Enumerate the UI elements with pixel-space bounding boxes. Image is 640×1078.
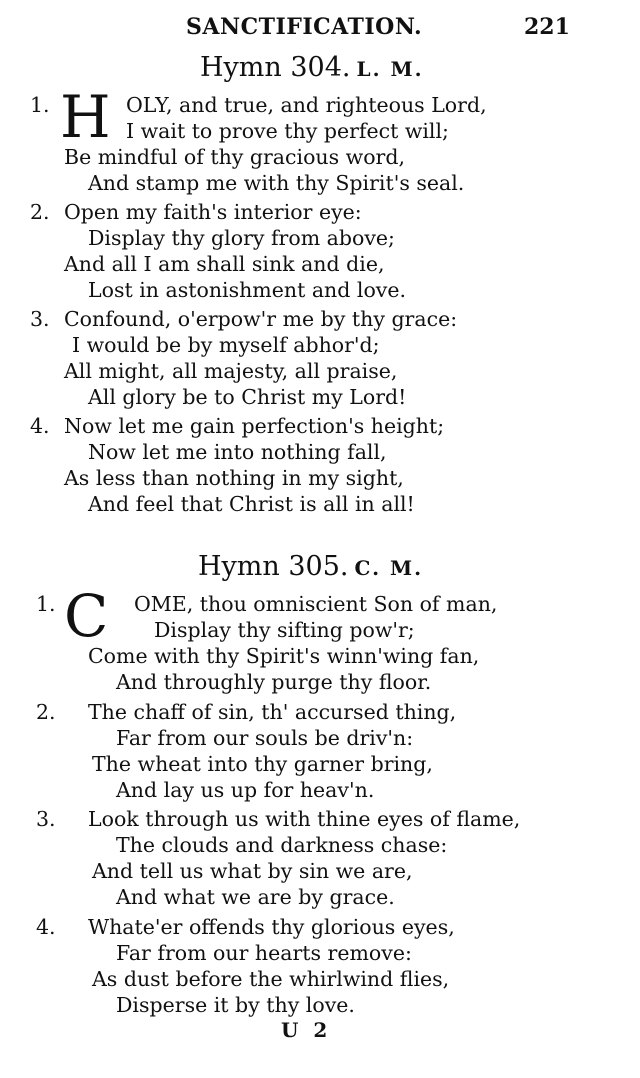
stanza-line <box>30 940 590 966</box>
hymn-305-stanza-1 <box>30 582 590 695</box>
stanza-line <box>30 699 590 725</box>
stanza-number: 1. <box>30 93 50 117</box>
stanza-line <box>30 858 590 884</box>
stanza-line <box>30 914 590 940</box>
line-text: And all I am shall sink and die, <box>64 252 385 276</box>
hymn-304-title: Hymn 304. <box>200 52 351 83</box>
stanza-line <box>30 118 590 144</box>
stanza-line <box>30 199 590 225</box>
stanza-line <box>30 277 590 303</box>
stanza-number: 1. <box>36 592 56 616</box>
line-text: Open my faith's interior eye: <box>64 200 362 224</box>
stanza-number: 4. <box>36 915 56 939</box>
stanza-line <box>30 806 590 832</box>
hymn-304-stanza-1 <box>30 83 590 196</box>
line-text: OLY, and true, and righteous Lord, <box>126 93 487 117</box>
stanza-line <box>30 777 590 803</box>
signature-mark: U 2 <box>281 1018 332 1042</box>
stanza-line <box>30 491 590 517</box>
line-text: And stamp me with thy Spirit's seal. <box>88 171 465 195</box>
stanza-line <box>30 832 590 858</box>
drop-cap: C <box>64 582 109 650</box>
line-text: OME, thou omniscient Son of man, <box>134 592 498 616</box>
line-text: Come with thy Spirit's winn'wing fan, <box>88 644 480 668</box>
line-text: Far from our hearts remove: <box>116 941 412 965</box>
stanza-line <box>30 669 590 695</box>
line-text: Display thy sifting pow'r; <box>154 618 415 642</box>
running-title: SANCTIFICATION. <box>186 14 423 40</box>
stanza-line <box>30 384 590 410</box>
hymn-304-stanza-3 <box>30 306 590 410</box>
line-text: Now let me gain perfection's height; <box>64 414 445 438</box>
line-text: Lost in astonishment and love. <box>88 278 407 302</box>
line-text: Whate'er offends thy glorious eyes, <box>88 915 455 939</box>
hymn-305-meter: C. M. <box>354 556 424 580</box>
line-text: And what we are by grace. <box>116 885 395 909</box>
stanza-line <box>30 992 590 1018</box>
hymn-305-stanza-2 <box>30 699 590 803</box>
line-text: Display thy glory from above; <box>88 226 395 250</box>
hymn-304-stanza-4 <box>30 413 590 517</box>
stanza-line <box>30 358 590 384</box>
stanza-line <box>30 643 590 669</box>
stanza-line <box>30 170 590 196</box>
stanza-line <box>30 251 590 277</box>
line-text: As dust before the whirlwind flies, <box>92 967 450 991</box>
hymn-304-stanza-2 <box>30 199 590 303</box>
line-text: I would be by myself abhor'd; <box>72 333 380 357</box>
line-text: Now let me into nothing fall, <box>88 440 387 464</box>
stanza-number: 2. <box>36 700 56 724</box>
stanza-line <box>30 332 590 358</box>
line-text: Look through us with thine eyes of flame, <box>88 807 521 831</box>
running-head <box>0 14 640 48</box>
line-text: And lay us up for heav'n. <box>116 778 375 802</box>
hymn-305-stanza-4 <box>30 914 590 1018</box>
line-text: The chaff of sin, th' accursed thing, <box>88 700 457 724</box>
stanza-line <box>30 966 590 992</box>
hymn-305-title: Hymn 305. <box>198 551 349 582</box>
line-text: Confound, o'erpow'r me by thy grace: <box>64 307 458 331</box>
page-number: 221 <box>524 14 570 40</box>
line-text: I wait to prove thy perfect will; <box>126 119 449 143</box>
stanza-number: 3. <box>30 307 50 331</box>
line-text: And throughly purge thy floor. <box>116 670 432 694</box>
stanza-line <box>30 465 590 491</box>
line-text: Be mindful of thy gracious word, <box>64 145 405 169</box>
hymn-304-meter: L. M. <box>356 57 424 81</box>
line-text: The wheat into thy garner bring, <box>92 752 433 776</box>
stanza-line <box>30 225 590 251</box>
line-text: All glory be to Christ my Lord! <box>88 385 407 409</box>
line-text: Far from our souls be driv'n: <box>116 726 414 750</box>
stanza-line <box>30 413 590 439</box>
line-text: The clouds and darkness chase: <box>116 833 448 857</box>
line-text: And tell us what by sin we are, <box>92 859 413 883</box>
drop-cap: H <box>60 83 111 151</box>
stanza-line <box>30 306 590 332</box>
stanza-number: 4. <box>30 414 50 438</box>
stanza-line <box>30 725 590 751</box>
stanza-number: 2. <box>30 200 50 224</box>
line-text: All might, all majesty, all praise, <box>64 359 398 383</box>
line-text: And feel that Christ is all in all! <box>88 492 415 516</box>
stanza-line <box>30 144 590 170</box>
stanza-number: 3. <box>36 807 56 831</box>
stanza-line <box>30 617 590 643</box>
line-text: As less than nothing in my sight, <box>64 466 404 490</box>
stanza-line <box>30 751 590 777</box>
line-text: Disperse it by thy love. <box>116 993 355 1017</box>
hymn-304-heading <box>200 52 424 83</box>
stanza-line <box>30 439 590 465</box>
hymn-305-heading <box>198 551 423 582</box>
hymn-305-stanza-3 <box>30 806 590 910</box>
stanza-line <box>30 884 590 910</box>
